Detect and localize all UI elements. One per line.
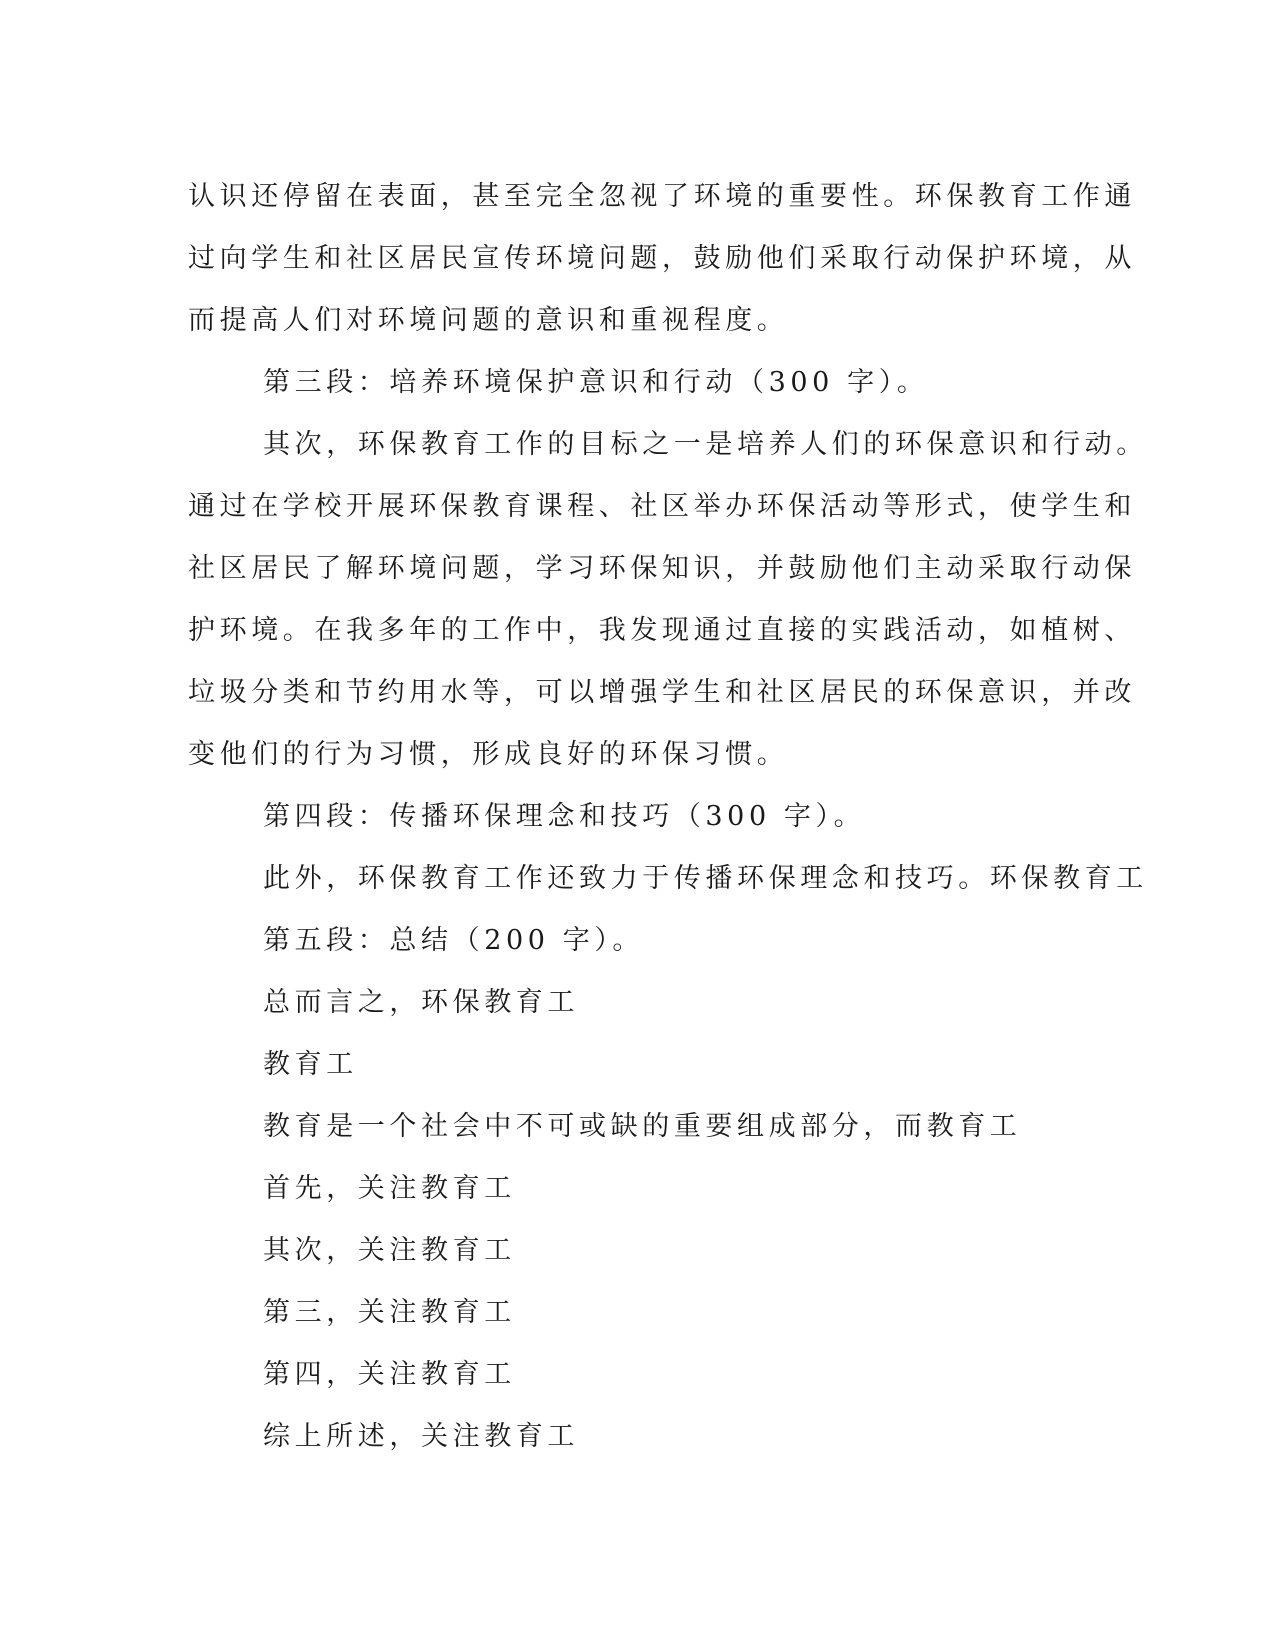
text-line: 变他们的行为习惯，形成良好的环保习惯。 <box>188 739 789 770</box>
section-heading-4: 第四段：传播环保理念和技巧（300 字）。 <box>263 801 866 832</box>
text-line: 第四，关注教育工 <box>263 1359 516 1390</box>
text-line: 其次，关注教育工 <box>263 1235 516 1266</box>
text-line: 第三，关注教育工 <box>263 1297 516 1328</box>
text-line: 垃圾分类和节约用水等，可以增强学生和社区居民的环保意识，并改 <box>188 677 1136 708</box>
document-body <box>188 166 1148 1468</box>
text-line: 而提高人们对环境问题的意识和重视程度。 <box>188 305 789 336</box>
text-line: 教育工 <box>263 1049 358 1080</box>
section-heading-3: 第三段：培养环境保护意识和行动（300 字）。 <box>263 367 929 398</box>
text-line: 教育是一个社会中不可或缺的重要组成部分，而教育工 <box>263 1111 1022 1142</box>
text-line: 此外，环保教育工作还致力于传播环保理念和技巧。环保教育工 <box>263 863 1148 894</box>
text-line: 社区居民了解环境问题，学习环保知识，并鼓励他们主动采取行动保 <box>188 553 1136 584</box>
text-line: 综上所述，关注教育工 <box>263 1421 579 1452</box>
section-heading-5: 第五段：总结（200 字）。 <box>263 925 645 956</box>
text-line: 其次，环保教育工作的目标之一是培养人们的环保意识和行动。 <box>263 429 1148 460</box>
text-line: 首先，关注教育工 <box>263 1173 516 1204</box>
text-line: 总而言之，环保教育工 <box>263 987 579 1018</box>
text-line: 认识还停留在表面，甚至完全忽视了环境的重要性。环保教育工作通 <box>188 181 1136 212</box>
text-line: 通过在学校开展环保教育课程、社区举办环保活动等形式，使学生和 <box>188 491 1136 522</box>
text-line: 过向学生和社区居民宣传环境问题，鼓励他们采取行动保护环境，从 <box>188 243 1136 274</box>
text-line: 护环境。在我多年的工作中，我发现通过直接的实践活动，如植树、 <box>188 615 1136 646</box>
